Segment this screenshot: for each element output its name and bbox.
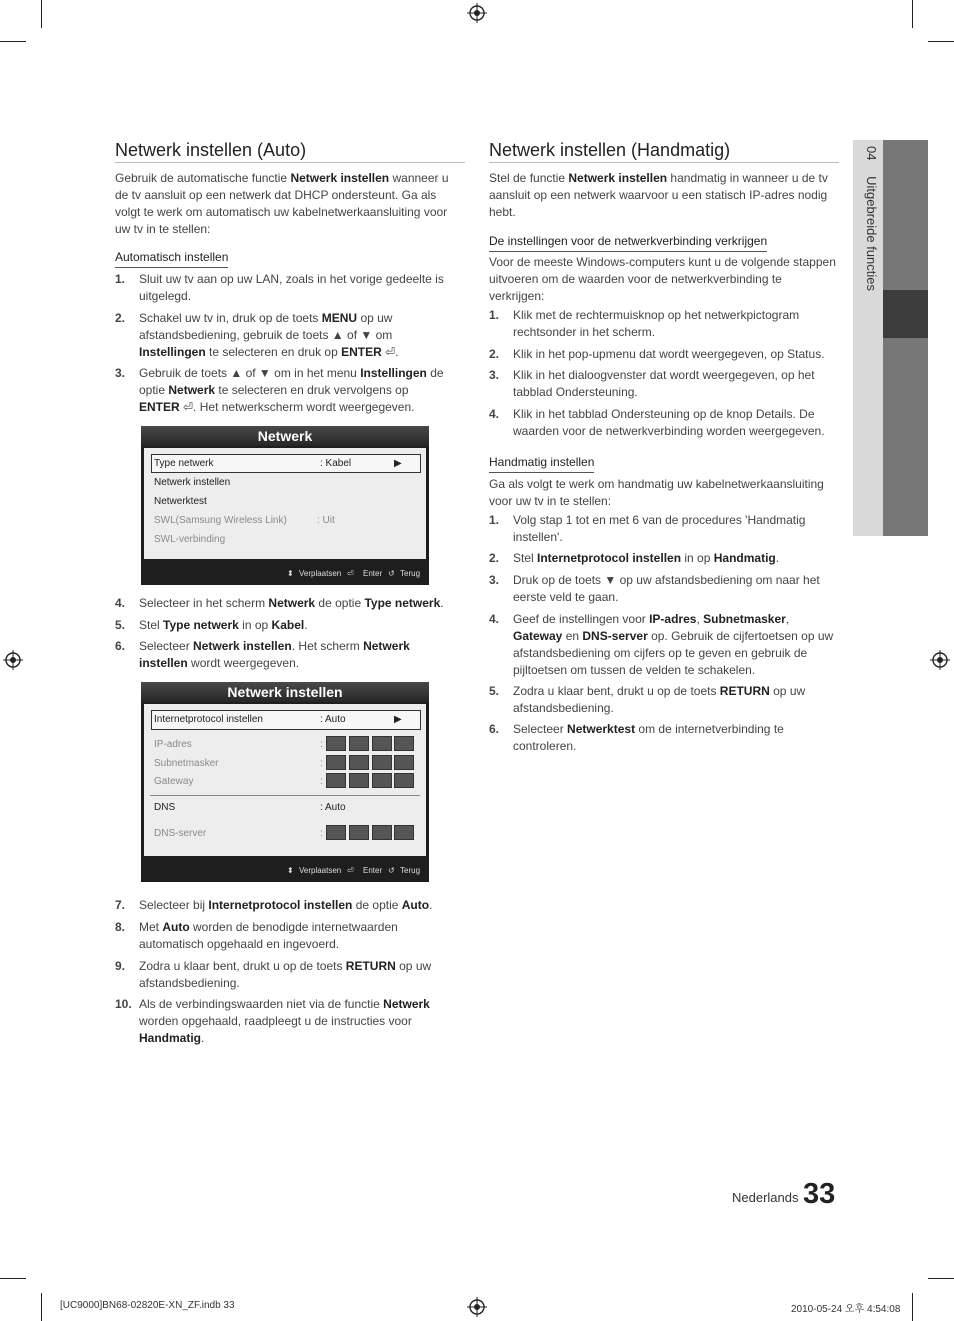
- enter-icon: ⏎: [347, 866, 354, 875]
- screen-title: Netwerk: [141, 426, 429, 446]
- crop-mark: [41, 0, 42, 28]
- footer-enter: Enter: [363, 569, 383, 578]
- menu-item[interactable]: Netwerktest: [154, 496, 207, 507]
- menu-item-value: : Uit: [317, 515, 335, 526]
- menu-item: IP-adres: [154, 739, 192, 750]
- section-heading-auto: Netwerk instellen (Auto): [115, 140, 307, 160]
- menu-item-value: : Kabel: [320, 458, 352, 469]
- menu-item: DNS-server: [154, 828, 207, 839]
- subnet-field: [326, 755, 346, 770]
- footer-back: Terug: [400, 569, 421, 578]
- chapter-number: 04: [864, 146, 879, 161]
- return-icon: ↺: [388, 866, 395, 875]
- ip-field: [326, 736, 346, 751]
- subnet-field: [372, 755, 392, 770]
- imprint-file: [UC9000]BN68-02820E-XN_ZF.indb 33: [60, 1300, 235, 1311]
- crop-mark: [0, 41, 26, 42]
- ip-field: [394, 736, 414, 751]
- registration-mark-icon: [3, 650, 23, 670]
- subheading-automatic: Automatisch instellen: [115, 249, 228, 268]
- section-heading-manual: Netwerk instellen (Handmatig): [489, 140, 731, 160]
- chapter-title: Uitgebreide functies: [864, 176, 879, 291]
- heading-rule: [489, 162, 839, 163]
- crop-mark: [0, 1278, 26, 1279]
- footer-move: Verplaatsen: [299, 569, 342, 578]
- heading-rule: [115, 162, 465, 163]
- subnet-field: [394, 755, 414, 770]
- crop-mark: [928, 41, 954, 42]
- dns-field: [394, 825, 414, 840]
- imprint-date: 2010-05-24 오후 4:54:08: [791, 1304, 901, 1315]
- intro-paragraph: Gebruik de automatische functie Netwerk instellen wanneer u de tv aansluit op een netwerk dat DHCP ondersteunt. Ga als volgt te werk om automatisch uw kabelnetwerkaansluiting voor uw tv in te stellen:: [115, 171, 449, 236]
- gateway-field: [349, 773, 369, 788]
- arrow-right-icon: ▶: [394, 714, 402, 725]
- subnet-field: [349, 755, 369, 770]
- menu-item: Gateway: [154, 776, 194, 787]
- move-icon: ⬍: [287, 569, 294, 578]
- intro-paragraph: Stel de functie Netwerk instellen handmatig in wanneer u de tv aansluit op een netwerk waarvoor u een statisch IP-adres nodig hebt.: [489, 171, 828, 219]
- chapter-label: [859, 146, 879, 291]
- crop-mark: [912, 1293, 913, 1321]
- crop-mark: [41, 1293, 42, 1321]
- menu-item[interactable]: Type netwerk: [154, 458, 214, 469]
- arrow-right-icon: ▶: [394, 458, 402, 469]
- registration-mark-icon: [930, 650, 950, 670]
- ip-field: [372, 736, 392, 751]
- menu-divider: [150, 795, 420, 796]
- return-icon: ↺: [388, 569, 395, 578]
- menu-item-value: :: [320, 776, 323, 787]
- menu-item: Subnetmasker: [154, 758, 219, 769]
- registration-mark-icon: [467, 1297, 487, 1317]
- registration-mark-icon: [467, 3, 487, 23]
- manual-intro: Ga als volgt te werk om handmatig uw kabelnetwerkaansluiting voor uw tv in te stellen:: [489, 477, 824, 508]
- menu-item[interactable]: DNS: [154, 802, 176, 813]
- chapter-tab-bar: [883, 140, 928, 536]
- footer-move: Verplaatsen: [299, 866, 342, 875]
- crop-mark: [912, 0, 913, 28]
- menu-item[interactable]: Internetprotocol instellen: [154, 714, 263, 725]
- menu-item: SWL-verbinding: [154, 534, 226, 545]
- crop-mark: [928, 1278, 954, 1279]
- gateway-field: [372, 773, 392, 788]
- gateway-field: [326, 773, 346, 788]
- dns-field: [372, 825, 392, 840]
- screen-title: Netwerk instellen: [141, 682, 429, 702]
- footer-language: Nederlands: [732, 1190, 799, 1205]
- footer-back: Terug: [400, 866, 421, 875]
- menu-item[interactable]: Netwerk instellen: [154, 477, 231, 488]
- screen-footer: [141, 858, 429, 882]
- menu-item-value: :: [320, 739, 323, 750]
- tv-menu-netwerk: [141, 426, 429, 585]
- subheading-manual: Handmatig instellen: [489, 454, 594, 473]
- dns-field: [326, 825, 346, 840]
- dns-field: [349, 825, 369, 840]
- menu-item-value: : Auto: [320, 714, 346, 725]
- obtain-intro: Voor de meeste Windows-computers kunt u de volgende stappen uitvoeren om de waarden voor de netwerkverbinding te verkrijgen:: [489, 255, 836, 303]
- gateway-field: [394, 773, 414, 788]
- menu-item-value: : Auto: [320, 802, 346, 813]
- enter-icon: ⏎: [347, 569, 354, 578]
- chapter-tab-marker: [883, 290, 928, 338]
- menu-item: SWL(Samsung Wireless Link): [154, 515, 287, 526]
- screen-footer: [141, 561, 429, 585]
- menu-item-value: :: [320, 758, 323, 769]
- ip-field: [349, 736, 369, 751]
- subheading-obtain-settings: De instellingen voor de netwerkverbinding verkrijgen: [489, 233, 767, 252]
- menu-item-value: :: [320, 828, 323, 839]
- move-icon: ⬍: [287, 866, 294, 875]
- footer-enter: Enter: [363, 866, 383, 875]
- page-number: 33: [803, 1178, 836, 1210]
- tv-menu-netwerk-instellen: [141, 682, 429, 882]
